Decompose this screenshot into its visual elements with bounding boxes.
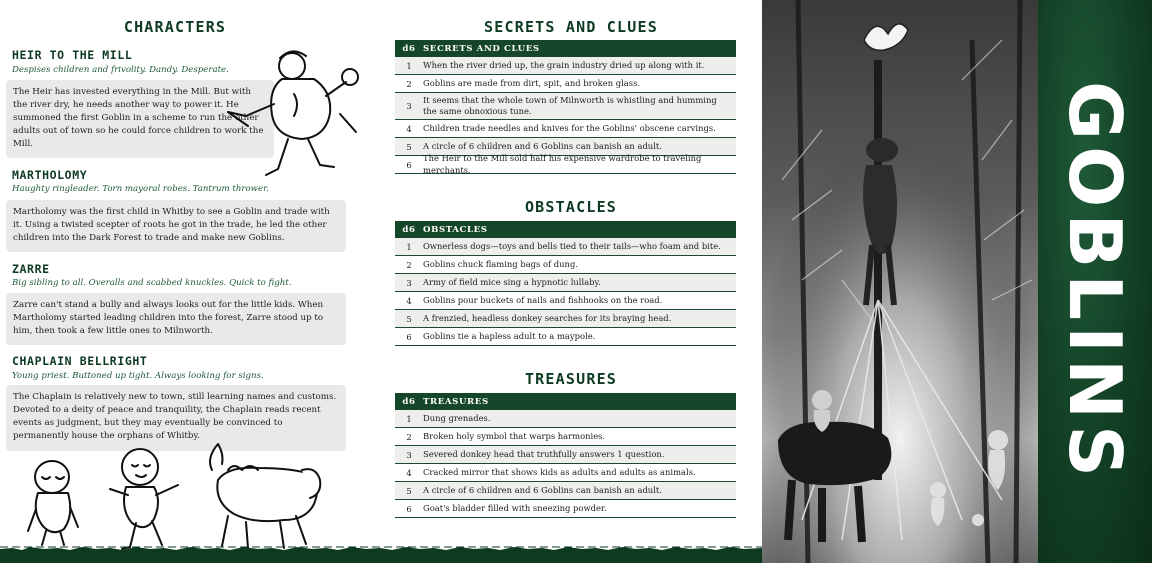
characters-column: [0, 0, 380, 563]
table-row: [395, 274, 736, 292]
row-number: 4: [406, 467, 412, 478]
row-text: Goblins are made from dirt, spit, and broken glass.: [423, 77, 641, 88]
header-label: TREASURES: [423, 396, 489, 407]
die-label: d6: [402, 396, 416, 407]
row-text: Goblins tie a hapless adult to a maypole.: [423, 330, 596, 341]
character-description: Martholomy was the first child in Whitby to see a Goblin and trade with it. Using a twisted scepter of roots he got in the trade, he led the other children into the Dark Forest to trade and make new Goblins.: [6, 200, 346, 252]
row-text: The Heir to the Mill sold half his expensive wardrobe to traveling merchants.: [423, 153, 702, 175]
child-illustration: [100, 443, 192, 553]
row-number: 5: [406, 141, 412, 152]
obstacles-table: [395, 221, 736, 346]
header-label: SECRETS AND CLUES: [423, 43, 540, 54]
banner-title: GOBLINS: [1053, 81, 1137, 483]
row-number: 6: [406, 331, 412, 342]
row-text: Army of field mice sing a hypnotic lullaby.: [423, 276, 601, 287]
table-body: [395, 57, 736, 174]
table-row: [395, 93, 736, 120]
header-label: OBSTACLES: [423, 224, 488, 235]
secrets-title: SECRETS AND CLUES: [484, 18, 658, 36]
row-text: Children trade needles and knives for the Goblins' obscene carvings.: [423, 122, 716, 133]
table-row: [395, 500, 736, 518]
row-text: Goat's bladder filled with sneezing powder.: [423, 502, 607, 513]
row-number: 2: [406, 259, 412, 270]
maypole-artwork: [762, 0, 1038, 563]
row-number: 4: [406, 295, 412, 306]
treasures-table: [395, 393, 736, 518]
table-row: [395, 410, 736, 428]
row-text: Dung grenades.: [423, 412, 491, 423]
title-banner: [1038, 0, 1152, 563]
goblin-illustration: [18, 455, 88, 547]
table-body: [395, 410, 736, 518]
row-number: 6: [406, 159, 412, 170]
row-number: 1: [406, 413, 412, 424]
table-row: [395, 75, 736, 93]
torn-edge-border: [0, 543, 762, 563]
row-text: Broken holy symbol that warps harmonies.: [423, 430, 606, 441]
row-text: When the river dried up, the grain industry dried up along with it.: [423, 59, 705, 70]
row-number: 3: [406, 449, 412, 460]
table-row: [395, 153, 736, 175]
table-header: [395, 221, 736, 238]
character-name: ZARRE: [12, 262, 50, 276]
table-row: [395, 57, 736, 75]
character-description: The Heir has invested everything in the Mill. But with the river dry, he needs another way to power it. He summoned the first Goblin in a scheme to run the other adults out of town so he could force children to work the Mill.: [6, 80, 274, 158]
donkey-illustration: [198, 440, 328, 552]
table-row: [395, 464, 736, 482]
characters-title: CHARACTERS: [123, 18, 227, 36]
table-row: [395, 292, 736, 310]
row-number: 4: [406, 123, 412, 134]
character-description: Zarre can't stand a bully and always looks out for the little kids. When Martholomy started leading children into the forest, Zarre stood up to him, then took a few little ones to Milnworth.: [6, 293, 346, 345]
table-row: [395, 310, 736, 328]
tables-column: [380, 0, 762, 563]
row-number: 6: [406, 503, 412, 514]
row-text: Ownerless dogs—toys and bells tied to their tails—who foam and bite.: [423, 240, 721, 251]
row-number: 2: [406, 431, 412, 442]
table-row: [395, 238, 736, 256]
secrets-table: [395, 40, 736, 174]
maypole-scene: [762, 0, 1038, 563]
table-row: [395, 328, 736, 346]
table-row: [395, 256, 736, 274]
row-text: A circle of 6 children and 6 Goblins can banish an adult.: [423, 484, 662, 495]
die-label: d6: [402, 224, 416, 235]
table-header: [395, 393, 736, 410]
row-number: 2: [406, 78, 412, 89]
row-number: 5: [406, 313, 412, 324]
row-number: 3: [406, 277, 412, 288]
row-text: Goblins pour buckets of nails and fishhooks on the road.: [423, 294, 663, 305]
row-number: 1: [406, 241, 412, 252]
character-description: The Chaplain is relatively new to town, still learning names and customs. Devoted to a deity of peace and tranquility, the Chaplain reads recent events as judgment, but they may eventually be convinced to permanently house the orphans of Whitby.: [6, 385, 346, 451]
die-label: d6: [402, 43, 416, 54]
row-text: Severed donkey head that truthfully answers 1 question.: [423, 448, 665, 459]
character-name: CHAPLAIN BELLRIGHT: [12, 354, 148, 368]
table-row: [395, 446, 736, 464]
table-header: [395, 40, 736, 57]
character-tagline: Big sibling to all. Overalls and scabbed knuckles. Quick to fight.: [12, 278, 292, 288]
table-body: [395, 238, 736, 346]
character-tagline: Despises children and frivolity. Dandy. Desperate.: [12, 65, 229, 75]
row-text: It seems that the whole town of Milnworth is whistling and humming the same obnoxious tune.: [423, 94, 717, 116]
character-name: MARTHOLOMY: [12, 168, 88, 182]
character-tagline: Young priest. Buttoned up tight. Always looking for signs.: [12, 371, 264, 381]
row-number: 1: [406, 60, 412, 71]
table-row: [395, 428, 736, 446]
character-name: HEIR TO THE MILL: [12, 48, 133, 62]
obstacles-title: OBSTACLES: [524, 198, 618, 216]
row-text: Goblins chuck flaming bags of dung.: [423, 258, 578, 269]
row-text: A frenzied, headless donkey searches for its braying head.: [423, 312, 672, 323]
treasures-title: TREASURES: [524, 370, 618, 388]
row-text: A circle of 6 children and 6 Goblins can banish an adult.: [423, 140, 662, 151]
heir-illustration: [222, 44, 370, 184]
row-number: 3: [406, 101, 412, 111]
row-text: Cracked mirror that shows kids as adults and adults as animals.: [423, 466, 696, 477]
character-tagline: Haughty ringleader. Torn mayoral robes. Tantrum thrower.: [12, 184, 269, 194]
row-number: 5: [406, 485, 412, 496]
table-row: [395, 120, 736, 138]
table-row: [395, 482, 736, 500]
